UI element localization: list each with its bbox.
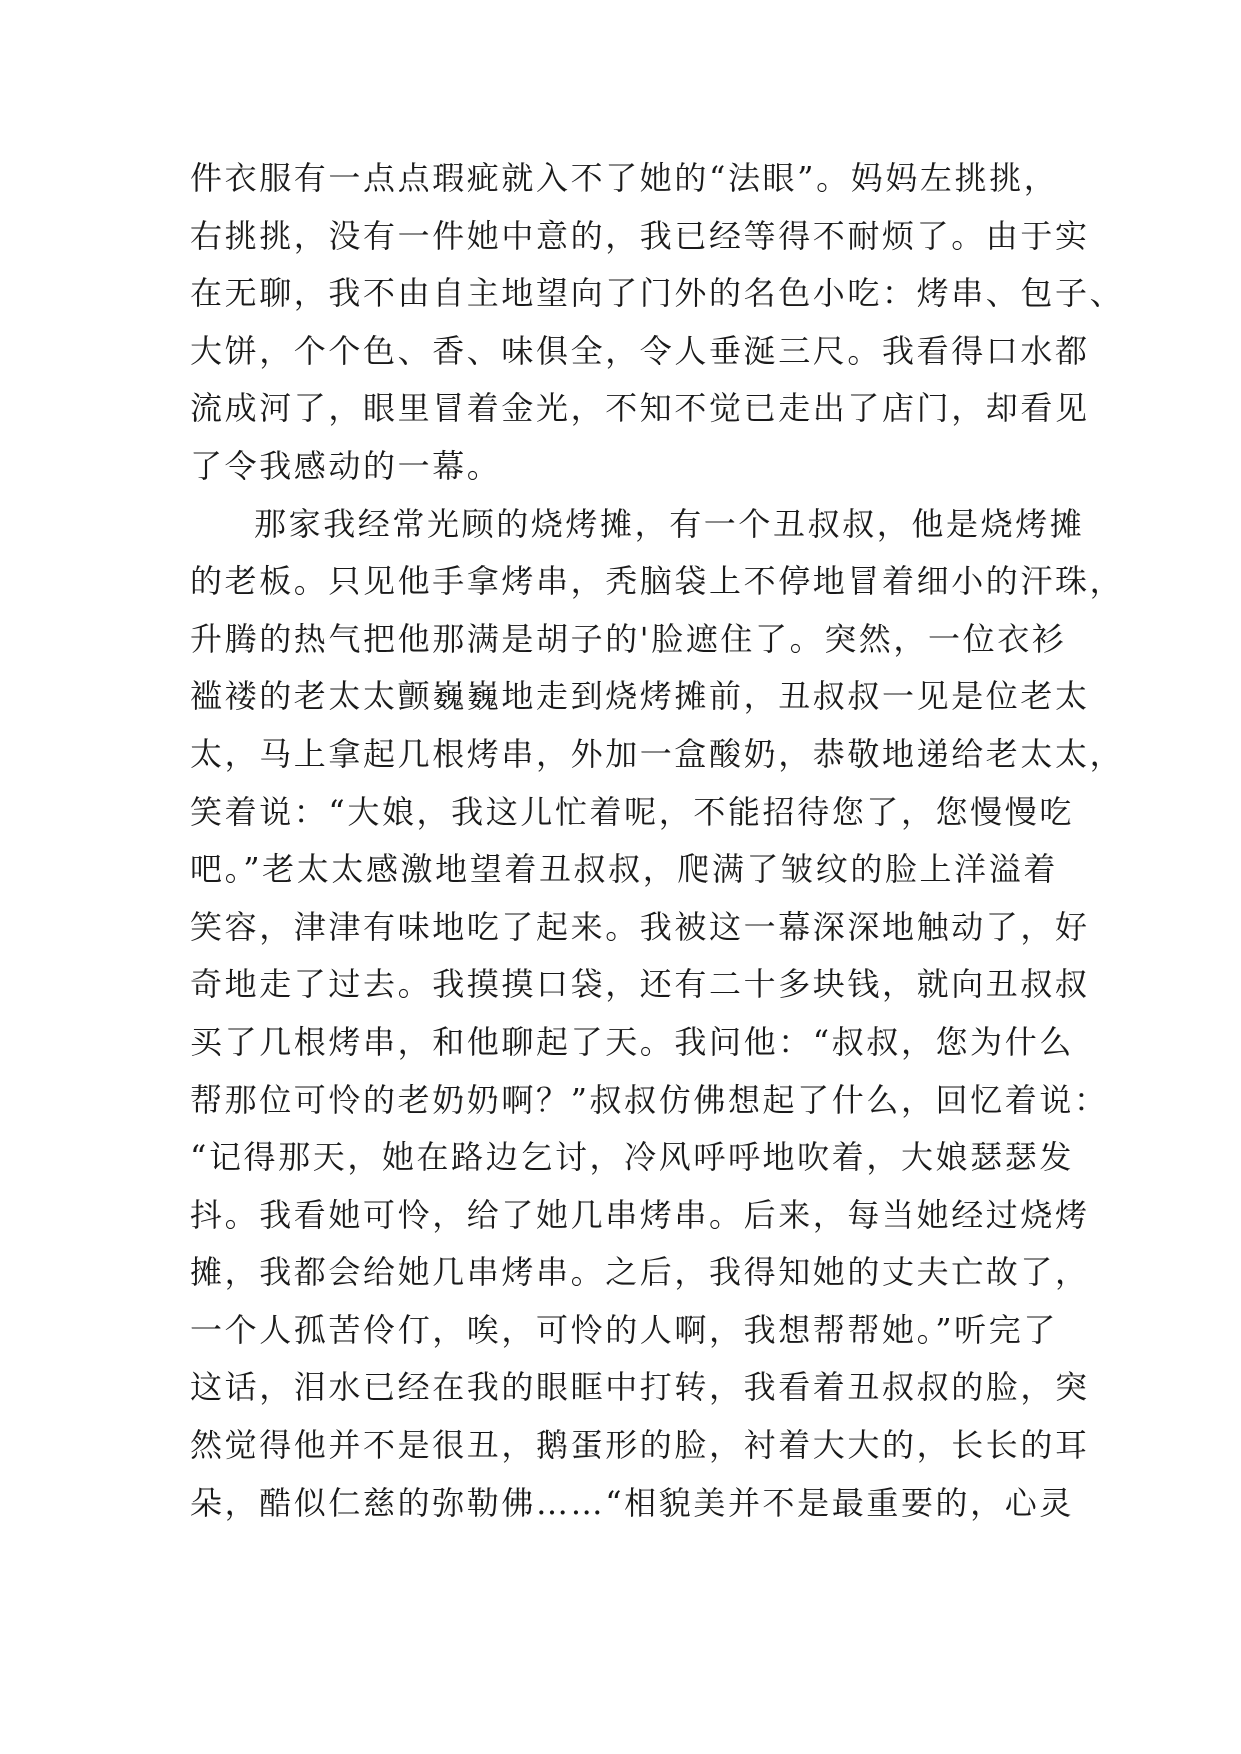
text-line: 件衣服有一点点瑕疵就入不了她的“法眼”。妈妈左挑挑， [190, 159, 1059, 197]
text-line: 在无聊，我不由自主地望向了门外的名色小吃：烤串、包子、 [190, 274, 1125, 313]
text-line: 买了几根烤串，和他聊起了天。我问他：“叔叔，您为什么 [190, 1022, 1074, 1061]
paragraph-first-line: 那家我经常光顾的烧烤摊，有一个丑叔叔，他是烧烤摊 [254, 504, 1085, 543]
text-line: 太，马上拿起几根烤串，外加一盒酸奶，恭敬地递给老太太， [190, 734, 1125, 773]
text-line: 然觉得他并不是很丑，鹅蛋形的脸，衬着大大的，长长的耳 [190, 1426, 1090, 1465]
text-line: 流成河了，眼里冒着金光，不知不觉已走出了店门，却看见 [190, 389, 1090, 428]
text-line: 这话，泪水已经在我的眼眶中打转，我看着丑叔叔的脸，突 [190, 1368, 1090, 1407]
text-line: 升腾的热气把他那满是胡子的'脸遮住了。突然，一位衣衫 [190, 619, 1067, 658]
text-line: 奇地走了过去。我摸摸口袋，还有二十多块钱，就向丑叔叔 [190, 965, 1090, 1004]
text-line: 大饼，个个色、香、味俱全，令人垂涎三尺。我看得口水都 [190, 331, 1090, 370]
text-line: “记得那天，她在路边乞讨，冷风呼呼地吹着，大娘瑟瑟发 [190, 1138, 1074, 1177]
text-line: 笑着说：“大娘，我这儿忙着呢，不能招待您了，您慢慢吃 [190, 792, 1074, 831]
text-line: 吧。”老太太感激地望着丑叔叔，爬满了皱纹的脸上洋溢着 [190, 850, 1058, 889]
text-line: 帮那位可怜的老奶奶啊？”叔叔仿佛想起了什么，回忆着说： [190, 1080, 1109, 1119]
text-line: 摊，我都会给她几串烤串。之后，我得知她的丈夫亡故了， [190, 1253, 1090, 1292]
text-line: 笑容，津津有味地吃了起来。我被这一幕深深地触动了，好 [190, 907, 1090, 946]
text-line: 朵，酷似仁慈的弥勒佛……“相貌美并不是最重要的，心灵 [190, 1483, 1074, 1522]
text-line: 了令我感动的一幕。 [190, 446, 502, 485]
text-line: 右挑挑，没有一件她中意的，我已经等得不耐烦了。由于实 [190, 216, 1090, 255]
text-line: 抖。我看她可怜，给了她几串烤串。后来，每当她经过烧烤 [190, 1195, 1090, 1234]
text-line: 的老板。只见他手拿烤串，秃脑袋上不停地冒着细小的汗珠， [190, 562, 1125, 601]
text-line: 一个人孤苦伶仃，唉，可怜的人啊，我想帮帮她。”听完了 [190, 1310, 1058, 1349]
text-line: 褴褛的老太太颤巍巍地走到烧烤摊前，丑叔叔一见是位老太 [190, 677, 1090, 716]
body-text [190, 150, 1125, 1532]
